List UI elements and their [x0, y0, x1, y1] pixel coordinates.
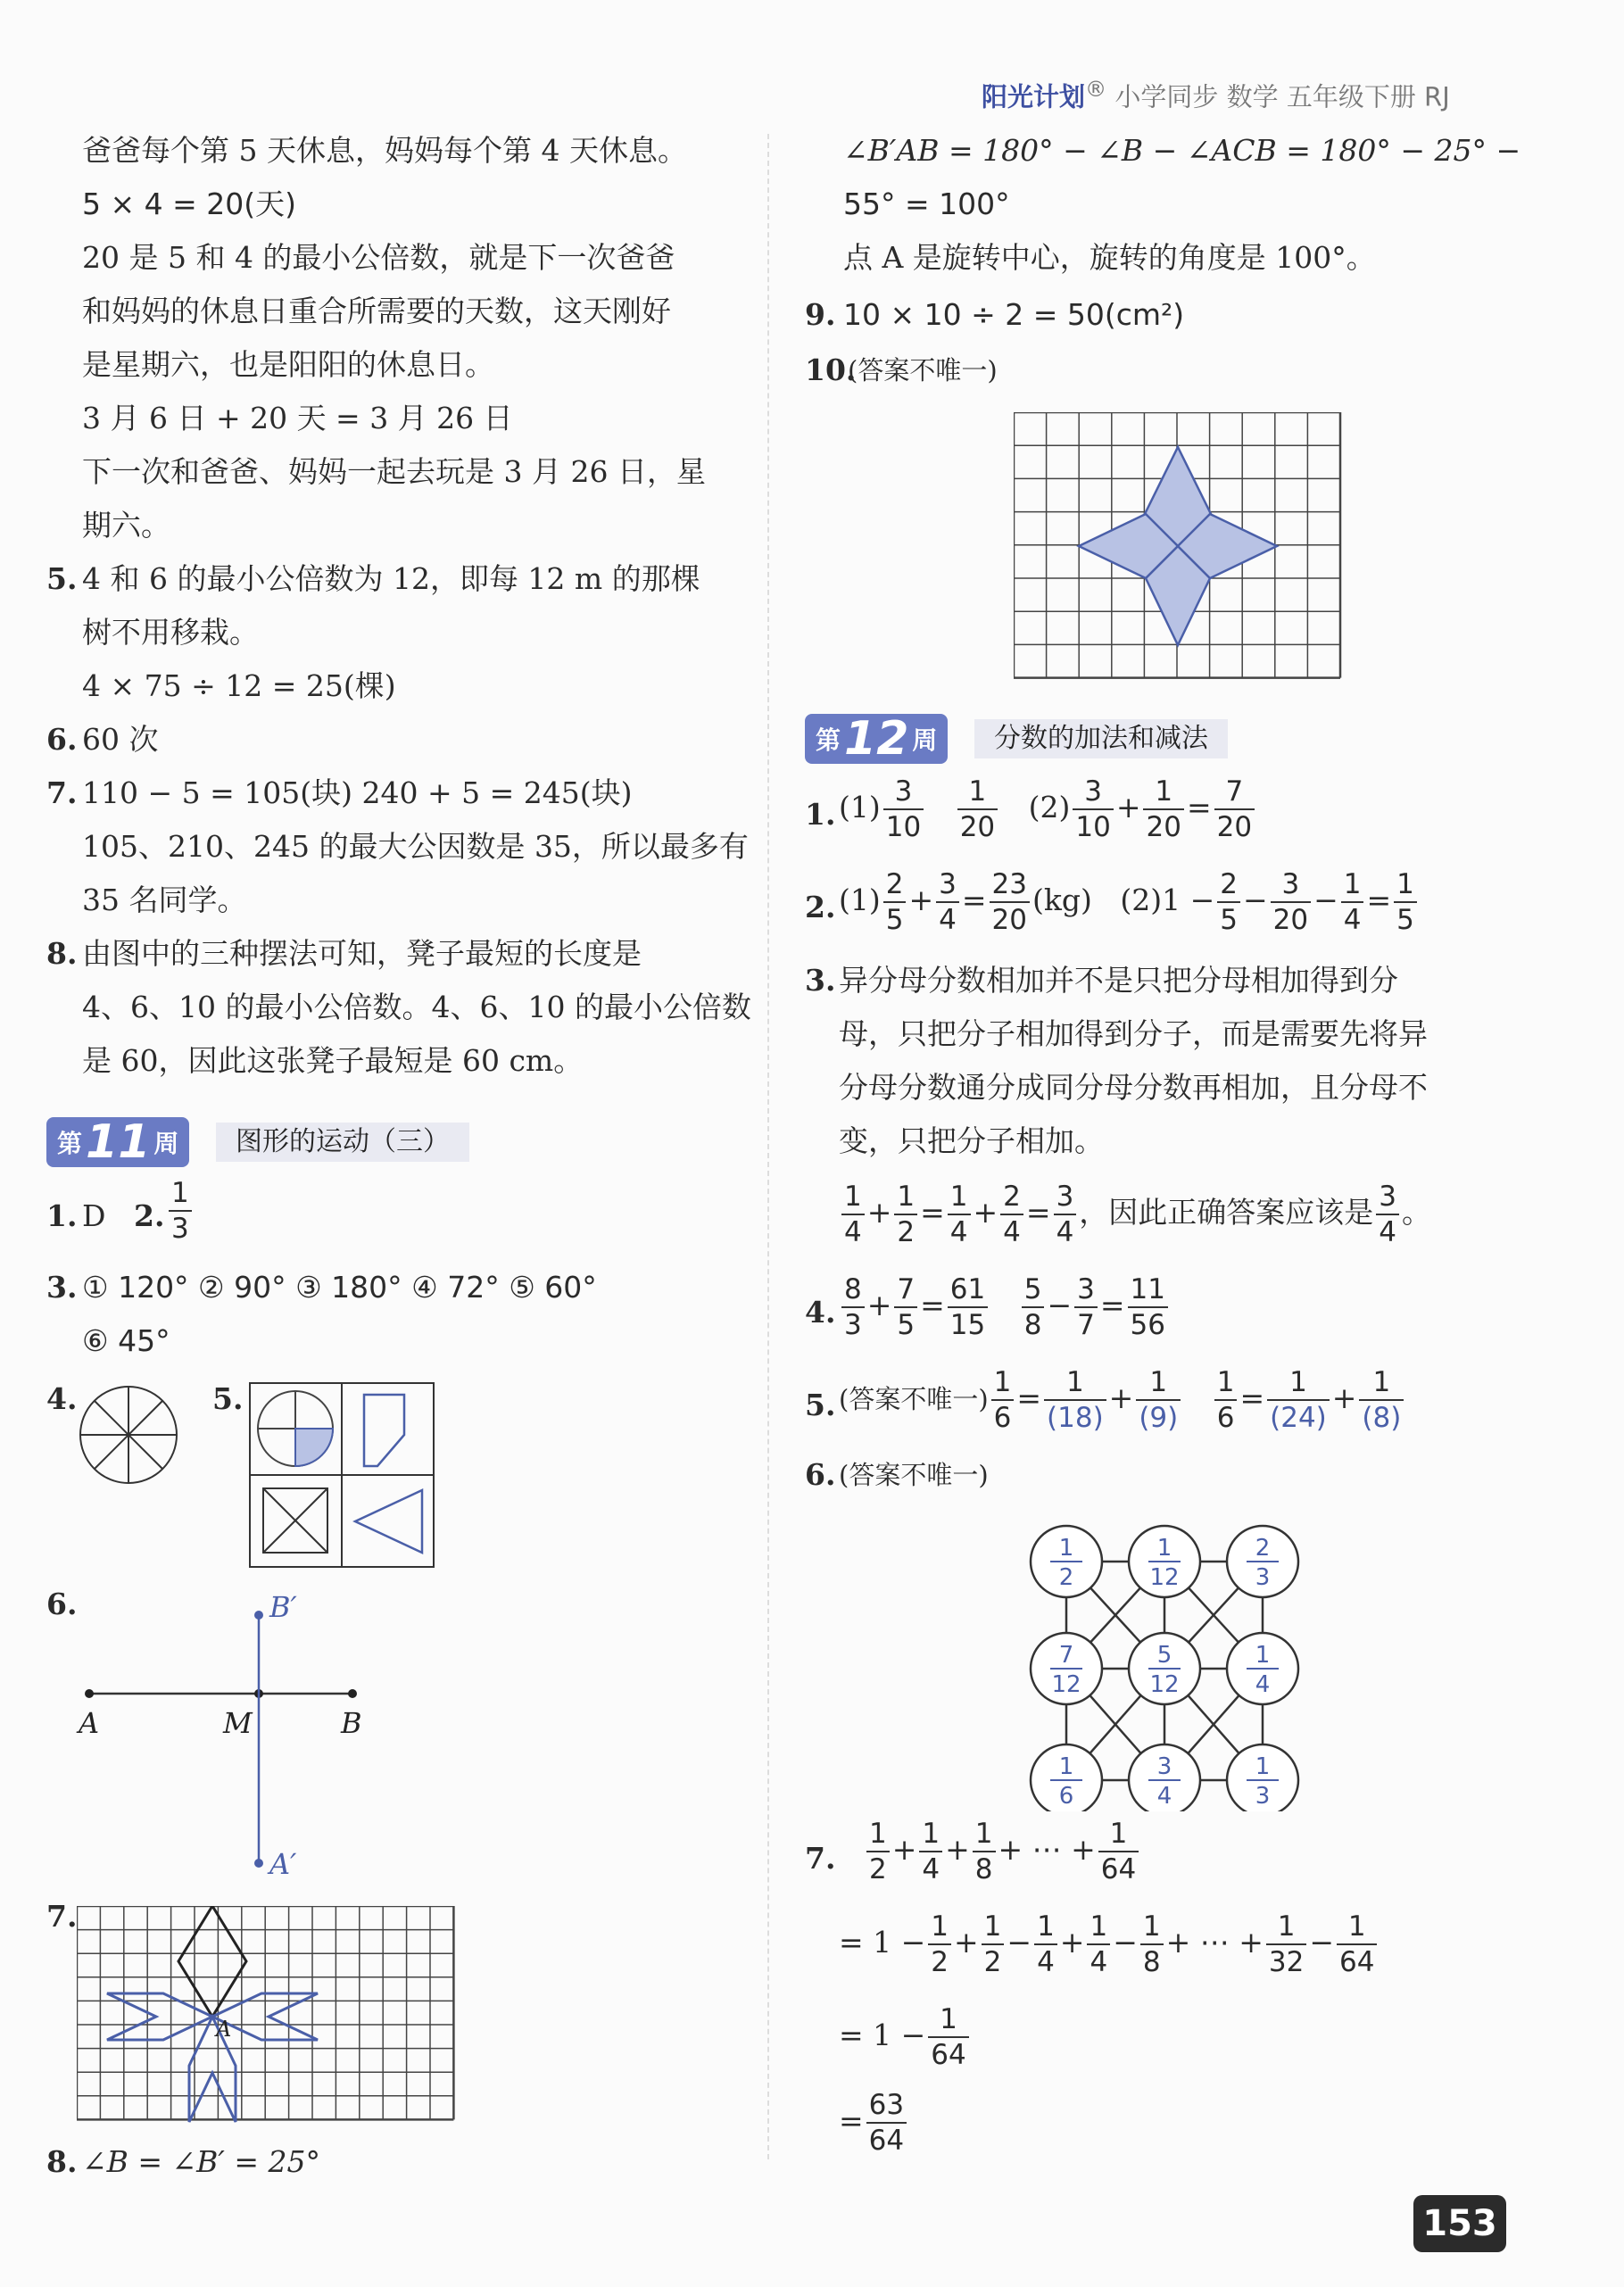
- text-line: 105、210、245 的最大公因数是 35，所以最多有: [82, 829, 749, 864]
- section-header-week-11: [46, 1117, 510, 1167]
- circle-denominator: 2: [1058, 1564, 1074, 1591]
- section-title: 图形的运动（三）: [216, 1123, 469, 1162]
- grid-rotation-figure: [77, 1906, 455, 2124]
- circle-numerator: 5: [1156, 1642, 1172, 1669]
- question-number: 5.: [212, 1381, 244, 1416]
- text-line: 分母分数通分成同分母分数再相加，且分母不: [839, 1070, 1428, 1105]
- fraction-circle-network: [1026, 1508, 1312, 1811]
- text-line: (答案不唯一): [848, 355, 998, 385]
- question-number: 3.: [805, 963, 836, 998]
- circle-denominator: 4: [1255, 1671, 1271, 1698]
- question-number: 3.: [46, 1270, 78, 1305]
- brand-name: 阳光计划: [982, 81, 1086, 112]
- rotation-grid-figure: [248, 1381, 437, 1570]
- circle-numerator: 1: [1058, 1753, 1074, 1780]
- text-line: 60 次: [82, 722, 159, 757]
- fraction-line: $\frac{1}{4}$ + $\frac{1}{2}$ = $\frac{1}{4}$ + $\frac{2}{4}$ = $\frac{3}{4}$ ，因此正确答案应该是 $\frac{3}{4}$ 。: [839, 1180, 1431, 1249]
- circle-denominator: 3: [1255, 1783, 1271, 1810]
- symmetry-line-figure: [71, 1588, 393, 1883]
- circle-numerator: 3: [1156, 1753, 1172, 1780]
- answer: D: [82, 1198, 106, 1233]
- text-line: ∠B = ∠B′ = 25°: [82, 2144, 321, 2179]
- question-number: 4.: [46, 1381, 78, 1416]
- point-label-a: A: [79, 1706, 100, 1740]
- fraction-line: (1) $\frac{3}{10}$ $\frac{1}{20}$ (2) $\frac{3}{10}$ + $\frac{1}{20}$ = $\frac{7}{20}$: [839, 775, 1257, 844]
- text-line: 5 × 4 = 20(天): [82, 186, 296, 221]
- fraction-line: $\frac{8}{3}$ + $\frac{7}{5}$ = $\frac{61}{15}$ $\frac{5}{8}$ − $\frac{3}{7}$ = $\frac{11}{56}$: [839, 1272, 1171, 1342]
- text-line: 4 和 6 的最小公倍数为 12，即每 12 m 的那棵: [82, 561, 700, 596]
- text-line: 3 月 6 日 + 20 天 = 3 月 26 日: [82, 401, 513, 435]
- question-number: 4.: [805, 1295, 836, 1330]
- text-line: 变，只把分子相加。: [839, 1123, 1104, 1158]
- question-number: 2.: [805, 890, 836, 924]
- question-number: 9.: [805, 297, 836, 332]
- circle-numerator: 1: [1156, 1535, 1172, 1562]
- question-number: 5.: [46, 561, 78, 596]
- question-number: 6.: [46, 1587, 78, 1621]
- question-number: 7.: [46, 775, 78, 810]
- text-line: 35 名同学。: [82, 882, 247, 917]
- question-number: 1.: [46, 1198, 78, 1233]
- fraction-line: (答案不唯一) $\frac{1}{6}$ = $\frac{1}{(18)}$ + $\frac{1}{(9)}$ $\frac{1}{6}$ = $\frac{1}{(24)}$ + $\frac{1}{(8)}$: [839, 1365, 1406, 1435]
- question-number: 8.: [46, 2144, 78, 2179]
- question-number: 6.: [46, 722, 78, 757]
- fraction-line: (1) $\frac{2}{5}$ + $\frac{3}{4}$ = $\frac{23}{20}$ (kg) (2)1 − $\frac{2}{5}$ − $\frac{3}{20}$ − $\frac{1}{4}$ = $\frac{1}{5}$: [839, 867, 1420, 937]
- circle-numerator: 2: [1255, 1535, 1271, 1562]
- fraction-line: = 1 − $\frac{1}{64}$: [839, 2002, 972, 2072]
- question-number: 8.: [46, 936, 78, 971]
- text-line: 4、6、10 的最小公倍数。4、6、10 的最小公倍数: [82, 990, 751, 1024]
- text-line: 4 × 75 ÷ 12 = 25(棵): [82, 668, 396, 703]
- section-title: 分数的加法和减法: [974, 719, 1228, 758]
- section-header-week-12: [805, 714, 1305, 764]
- point-label-a: A: [216, 2017, 232, 2042]
- question-number: 1.: [805, 797, 836, 832]
- circle-numerator: 7: [1058, 1642, 1074, 1669]
- column-divider: [767, 134, 769, 2159]
- text-line: (答案不唯一): [839, 1460, 989, 1490]
- point-label-m: M: [223, 1706, 253, 1740]
- question-number: 10.: [805, 352, 857, 387]
- circle-denominator: 6: [1058, 1783, 1074, 1810]
- text-line: 是 60，因此这张凳子最短是 60 cm。: [82, 1043, 584, 1078]
- question-number: 5.: [805, 1388, 836, 1422]
- grid-flower-figure: [1014, 412, 1342, 680]
- circle-numerator: 1: [1255, 1753, 1271, 1780]
- text-line: 爸爸每个第 5 天休息，妈妈每个第 4 天休息。: [82, 133, 687, 168]
- fraction-answer: $\frac{1}{3}$: [166, 1176, 195, 1246]
- point-label-a-prime: A′: [269, 1847, 297, 1881]
- divided-circle-figure: [77, 1383, 180, 1487]
- point-label-b-prime: B′: [269, 1590, 297, 1624]
- question-number: 7.: [805, 1841, 836, 1876]
- circle-denominator: 3: [1255, 1564, 1271, 1591]
- text-line: 树不用移栽。: [82, 615, 259, 650]
- text-line: 下一次和爸爸、妈妈一起去玩是 3 月 26 日，星: [82, 454, 706, 489]
- fraction-line: = 1 − $\frac{1}{2}$ + $\frac{1}{2}$ − $\frac{1}{4}$ + $\frac{1}{4}$ − $\frac{1}{8}$ + ⋯ + $\frac{1}{32}$ − $\frac{1}{64}$: [839, 1910, 1380, 1979]
- text-line: 母，只把分子相加得到分子，而是需要先将异: [839, 1016, 1428, 1051]
- week-badge: 第 12 周: [805, 714, 948, 764]
- question-number: 2.: [134, 1198, 165, 1233]
- circle-numerator: 1: [1255, 1642, 1271, 1669]
- page-header: 阳光计划® 小学同步 数学 五年级下册 RJ: [982, 77, 1450, 112]
- circle-denominator: 4: [1156, 1783, 1172, 1810]
- circle-denominator: 12: [1051, 1671, 1081, 1698]
- text-line: 55° = 100°: [843, 186, 1010, 221]
- fraction-line: $\frac{1}{2}$ + $\frac{1}{4}$ + $\frac{1}{8}$ + ⋯ + $\frac{1}{64}$: [864, 1817, 1141, 1886]
- text-line: 20 是 5 和 4 的最小公倍数，就是下一次爸爸: [82, 240, 675, 275]
- text-line: 和妈妈的休息日重合所需要的天数，这天刚好: [82, 294, 671, 328]
- text-line: 由图中的三种摆法可知，凳子最短的长度是: [82, 936, 642, 971]
- text-line: 10 × 10 ÷ 2 = 50(cm²): [843, 297, 1185, 332]
- circle-denominator: 12: [1149, 1671, 1180, 1698]
- text-line: 异分母分数相加并不是只把分母相加得到分: [839, 963, 1398, 998]
- text-line: 110 − 5 = 105(块) 240 + 5 = 245(块): [82, 775, 633, 810]
- question-number: 7.: [46, 1899, 78, 1934]
- page-number: 153: [1413, 2195, 1506, 2252]
- week-badge: 第 11 周: [46, 1117, 189, 1167]
- circle-denominator: 12: [1149, 1564, 1180, 1591]
- text-line: ∠B′AB = 180° − ∠B − ∠ACB = 180° − 25° −: [843, 133, 1521, 168]
- fraction-line: = $\frac{63}{64}$: [839, 2088, 909, 2158]
- text-line: 点 A 是旋转中心，旋转的角度是 100°。: [843, 240, 1376, 275]
- text-line: ① 120° ② 90° ③ 180° ④ 72° ⑤ 60°: [82, 1270, 597, 1305]
- text-line: 是星期六，也是阳阳的休息日。: [82, 347, 494, 382]
- circle-numerator: 1: [1058, 1535, 1074, 1562]
- header-subtitle: 小学同步 数学 五年级下册 RJ: [1106, 81, 1450, 112]
- point-label-b: B: [341, 1706, 362, 1740]
- question-number: 6.: [805, 1457, 836, 1492]
- text-line: 期六。: [82, 508, 170, 543]
- text-line: ⑥ 45°: [82, 1323, 170, 1358]
